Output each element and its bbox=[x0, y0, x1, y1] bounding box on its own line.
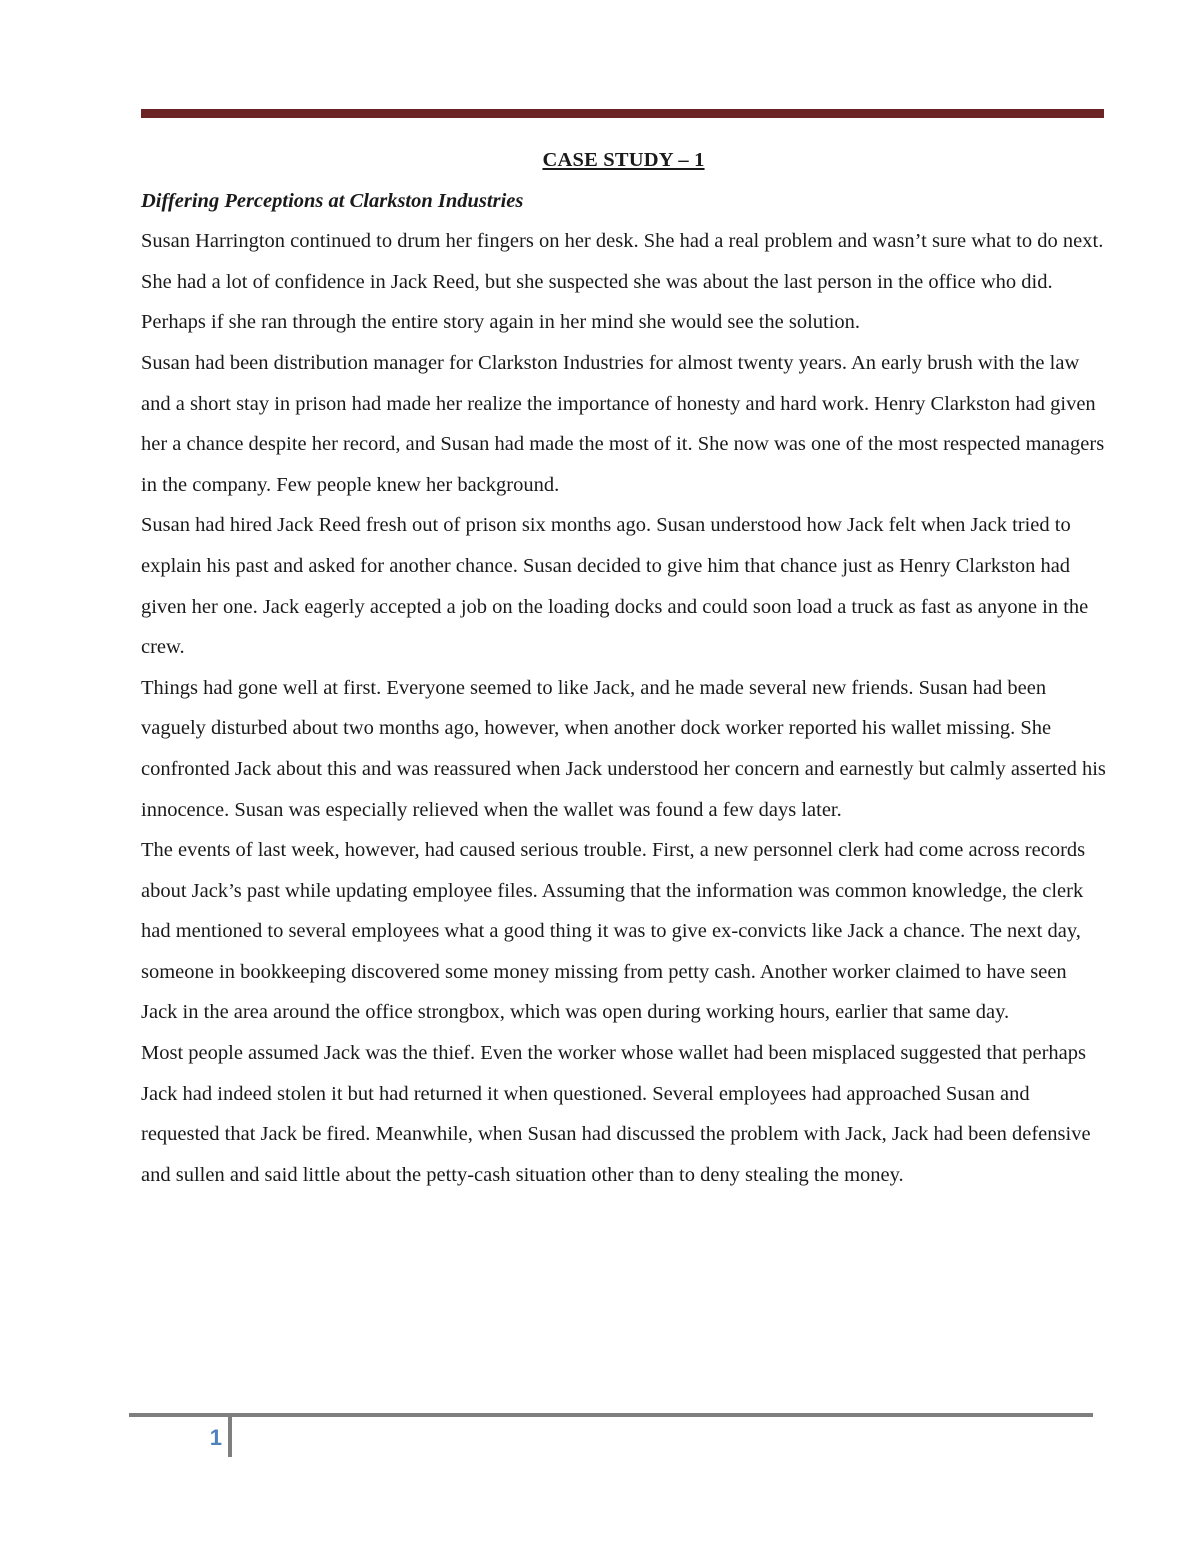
header-rule bbox=[141, 109, 1104, 118]
paragraph-4: Things had gone well at first. Everyone seemed to like Jack, and he made several new friends. Susan had been vaguely disturbed about two months ago, however, when another dock worker reported his wallet missing. She confronted Jack about this and was reassured when Jack understood her concern and earnestly but calmly asserted his innocence. Susan was especially relieved when the wallet was found a few days later. bbox=[141, 676, 1106, 821]
paragraph-2: Susan had been distribution manager for Clarkston Industries for almost twenty years. An early brush with the law and a short stay in prison had made her realize the importance of honesty and hard work. Henry Clarkston had given her a chance despite her record, and Susan had made the most of it. She now was one of the most respected managers in the company. Few people knew her background. bbox=[141, 351, 1105, 496]
document-body bbox=[141, 140, 1106, 1195]
case-study-subtitle: Differing Perceptions at Clarkston Industries bbox=[141, 189, 524, 212]
page-number: 1 bbox=[209, 1425, 222, 1450]
case-study-title: CASE STUDY – 1 bbox=[542, 149, 705, 171]
footer-rule bbox=[129, 1413, 1093, 1417]
footer-divider bbox=[228, 1415, 232, 1457]
paragraph-1: Susan Harrington continued to drum her fingers on her desk. She had a real problem and wasn’t sure what to do next. She had a lot of confidence in Jack Reed, but she suspected she was about the last person in the office who did. Perhaps if she ran through the entire story again in her mind she would see the solution. bbox=[141, 230, 1104, 334]
paragraph-6: Most people assumed Jack was the thief. Even the worker whose wallet had been misplaced suggested that perhaps Jack had indeed stolen it but had returned it when questioned. Several employees had approached Susan and requested that Jack be fired. Meanwhile, when Susan had discussed the problem with Jack, Jack had been defensive and sullen and said little about the petty-cash situation other than to deny stealing the money. bbox=[141, 1042, 1091, 1186]
paragraph-3: Susan had hired Jack Reed fresh out of prison six months ago. Susan understood how Jack felt when Jack tried to explain his past and asked for another chance. Susan decided to give him that chance just as Henry Clarkston had given her one. Jack eagerly accepted a job on the loading docks and could soon load a truck as fast as anyone in the crew. bbox=[141, 514, 1089, 659]
paragraph-5: The events of last week, however, had caused serious trouble. First, a new personnel clerk had come across records about Jack’s past while updating employee files. Assuming that the information was common knowledge, the clerk had mentioned to several employees what a good thing it was to give ex-convicts like Jack a chance. The next day, someone in bookkeeping discovered some money missing from petty cash. Another worker claimed to have seen Jack in the area around the office strongbox, which was open during working hours, earlier that same day. bbox=[141, 839, 1086, 1024]
